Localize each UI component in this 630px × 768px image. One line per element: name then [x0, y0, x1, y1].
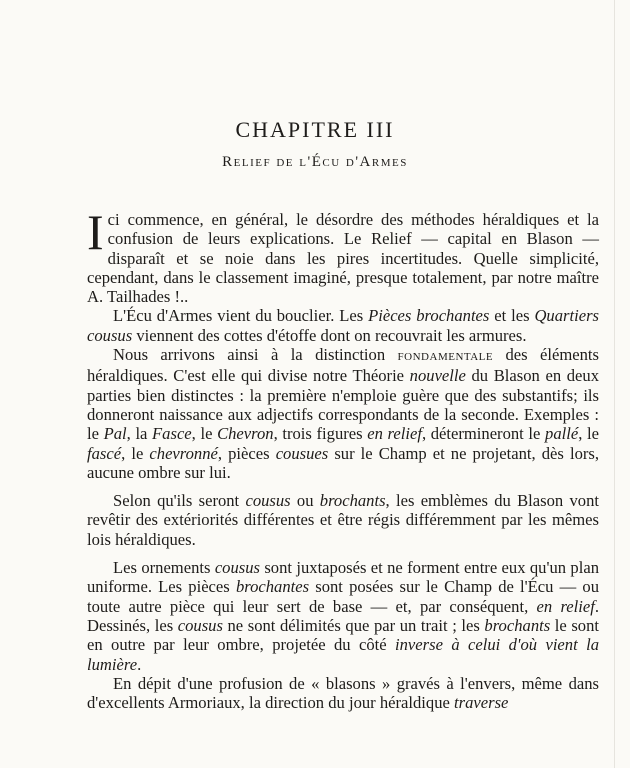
body-text [87, 204, 600, 713]
page-edge-line [614, 0, 615, 768]
italic-term: inverse à celui d'où vient la lumière [87, 635, 599, 674]
text-run: ne sont délimités que par un trait ; les [222, 615, 485, 635]
italic-term: Pièces brochantes [368, 306, 490, 326]
paragraph [87, 345, 599, 482]
italic-term: brochants [484, 615, 551, 635]
paragraph [87, 674, 599, 713]
text-run: , les emblèmes du Blason vont revêtir des extériorités différentes et être régis différemment par les mêmes lois héraldiques. [87, 491, 599, 549]
text-run: Les ornements [113, 558, 215, 578]
drop-cap: I [87, 204, 104, 260]
text-run: , le [191, 424, 218, 444]
text-run: le sont en outre par leur ombre, projetée du côté [87, 615, 599, 655]
text-run: , détermineront le [421, 424, 546, 444]
italic-term: brochantes [235, 577, 310, 597]
text-run: Nous arrivons ainsi à la distinction [113, 345, 398, 365]
italic-term: cousus [245, 491, 291, 511]
text-run: sont juxtaposés et ne forment entre eux qu'un plan uniforme. Les pièces [87, 558, 599, 597]
paragraph [87, 204, 599, 307]
italic-term: Pal [103, 424, 127, 444]
italic-term: nouvelle [409, 366, 466, 386]
italic-term: pallé [545, 424, 579, 444]
text-run: . Dessinés, les [87, 596, 599, 635]
text-run: sur le Champ et ne projetant, dès lors, aucune ombre sur lui. [87, 443, 600, 482]
paragraph [87, 558, 599, 674]
text-run: , pièces [217, 443, 276, 463]
italic-term: en relief [367, 424, 422, 444]
italic-term: cousus [214, 558, 260, 578]
italic-term: cousus [177, 615, 223, 635]
text-run: du Blason en deux parties bien distinctes : la première n'emploie guère que des substantifs; ils donneront naissance aux adjectifs correspondants de la seconde. Exemples : le [87, 366, 599, 444]
paragraph [87, 491, 599, 549]
text-run: Selon qu'ils seront [113, 491, 246, 511]
italic-term: cousues [275, 443, 329, 463]
text-run: sont posées sur le Champ de l'Écu — ou toute autre pièce qui leur sert de base — et, par conséquent, [87, 577, 599, 616]
italic-term: chevronné [149, 443, 218, 463]
small-caps-term: fondamentale [397, 348, 494, 365]
chapter-title: CHAPITRE III [235, 117, 395, 142]
text-run: , la [126, 424, 153, 444]
italic-term: Chevron [217, 424, 274, 444]
text-run: des éléments héraldiques. C'est elle qui divise notre Théorie [87, 345, 599, 386]
italic-term: Fasce [152, 424, 192, 444]
text-run: ci commence, en général, le désordre des méthodes héraldiques et la confusion de leurs explications. Le Relief — capital en Blason — disparaît et se noie dans les pires incertitudes. Quelle simplicité, cependant, dans le classement imaginé, presque totalement, par notre maître A. Tailhades !.. [87, 210, 599, 307]
text-run: . [137, 654, 142, 674]
text-run: et les [489, 306, 535, 326]
text-run: En dépit d'une profusion de « blasons » gravés à l'envers, même dans d'excellents Armoriaux, la direction du jour héraldique [87, 673, 599, 713]
paragraph [87, 306, 599, 345]
italic-term: brochants [319, 491, 386, 511]
text-run: ou [290, 491, 320, 511]
text-run: L'Écu d'Armes vient du bouclier. Les [113, 306, 369, 326]
text-run: , le [578, 424, 599, 444]
italic-term: traverse [454, 693, 509, 713]
italic-term: Quartiers cousus [87, 306, 599, 345]
chapter-subtitle: Relief de l'Écu d'Armes [222, 154, 408, 170]
text-run: , le [121, 443, 150, 463]
italic-term: fascé [87, 443, 122, 463]
text-run: viennent des cottes d'étoffe dont on recouvrait les armures. [132, 325, 527, 345]
text-run: , trois figures [273, 424, 368, 444]
italic-term: en relief [536, 596, 595, 616]
